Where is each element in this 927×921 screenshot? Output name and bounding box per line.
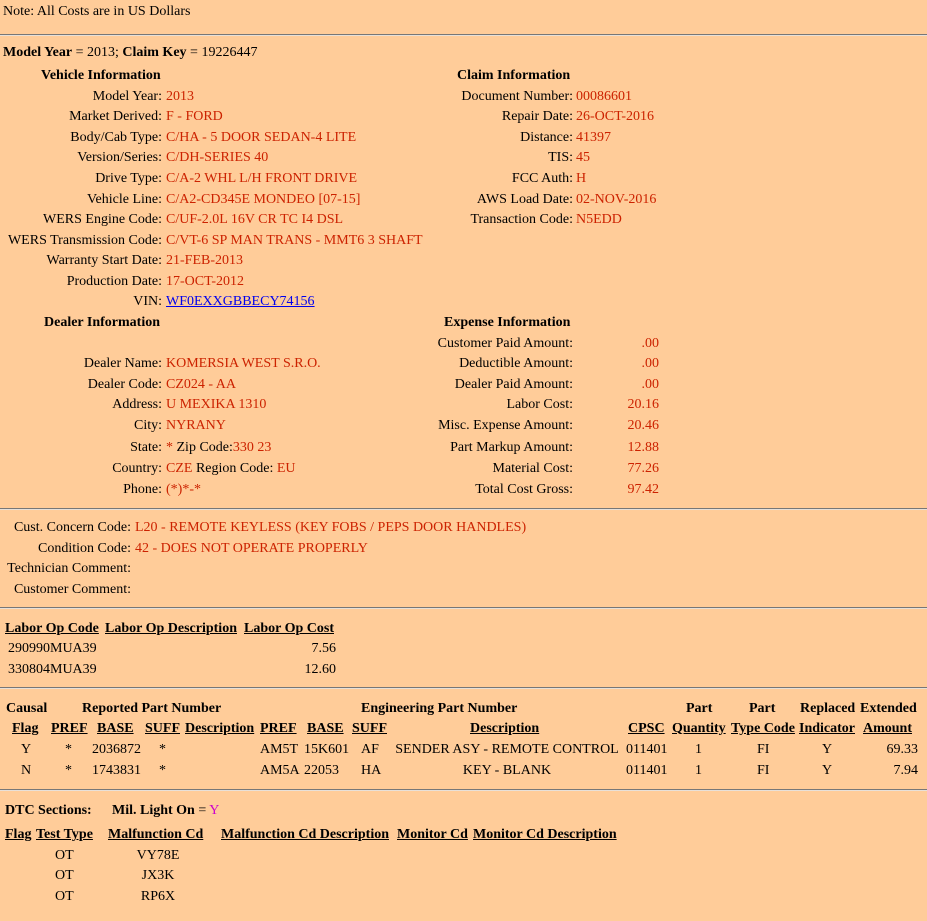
condition-code-label: Condition Code: [38,541,131,556]
parts-cell-reported-suff: * [159,742,166,757]
labor-header-cost: Labor Op Cost [244,621,334,636]
vehicle-field-label: Production Date: [66,274,162,289]
divider [0,34,927,36]
parts-group-part-type: Part [749,701,776,716]
claim-field-value: 26-OCT-2016 [576,109,655,124]
parts-cell-reported-base: 1743831 [92,763,141,778]
claim-key-label: Claim Key [122,45,187,60]
parts-group-part-qty: Part [686,701,713,716]
phone-value: (*)*-* [166,482,201,497]
parts-cell-quantity: 1 [695,742,702,757]
dealer-code-label: Dealer Code: [87,377,162,392]
mil-light-value: Y [209,803,220,818]
cust-concern-label: Cust. Concern Code: [13,520,131,535]
city-label: City: [133,418,162,433]
vehicle-field-value: C/DH-SERIES 40 [166,150,269,165]
vehicle-field-value: C/HA - 5 DOOR SEDAN-4 LITE [166,130,357,145]
vehicle-field-value: F - FORD [166,109,223,124]
parts-header-eng-pref: PREF [260,721,297,736]
labor-code: 290990MUA39 [8,641,97,656]
claim-field-value: 02-NOV-2016 [576,192,657,207]
country-value: CZE [166,461,193,476]
vehicle-field-value: 17-OCT-2012 [166,274,245,289]
claim-field-value: 41397 [576,130,611,145]
parts-cell-reported-suff: * [159,763,166,778]
parts-group-reported: Reported Part Number [82,701,222,716]
claim-field-label: Document Number: [461,89,573,104]
vin-label: VIN: [133,294,162,309]
parts-cell-eng-suff: AF [361,742,379,757]
parts-cell-eng-pref: AM5T [260,742,299,757]
parts-cell-cpsc: 011401 [626,763,668,778]
expense-field-value: .00 [641,336,659,351]
expense-field-value: 20.46 [627,418,659,433]
vehicle-field-value: 21-FEB-2013 [166,253,243,268]
parts-header-eng-desc: Description [470,721,540,736]
vehicle-field-label: Model Year: [92,89,162,104]
dealer-name-value: KOMERSIA WEST S.R.O. [166,356,321,371]
claim-field-value: H [576,171,587,186]
labor-cost: 7.56 [311,641,336,656]
vehicle-field-label: Body/Cab Type: [70,130,162,145]
parts-cell-reported-pref: * [65,763,72,778]
divider [0,687,927,689]
dtc-header-test-type: Test Type [36,827,93,842]
dtc-header-malfunction-cd: Malfunction Cd [108,827,204,842]
dtc-test-type: OT [55,848,74,863]
expense-field-value: 97.42 [627,482,659,497]
vehicle-field-label: Drive Type: [95,171,162,186]
parts-group-causal: Causal [6,701,48,716]
parts-cell-flag: Y [21,742,32,757]
expense-field-value: 12.88 [627,440,659,455]
claim-key-value: 19226447 [201,45,258,60]
model-year-value: 2013 [86,45,115,60]
address-value: U MEXIKA 1310 [166,397,267,412]
claim-info-heading: Claim Information [457,68,571,83]
claim-field-label: AWS Load Date: [476,192,573,207]
region-label: Region Code: [195,461,274,476]
dealer-code-value: CZ024 - AA [166,377,236,392]
parts-header-eng-base: BASE [307,721,344,736]
phone-label: Phone: [123,482,162,497]
parts-header-reported-suff: SUFF [145,721,180,736]
parts-cell-reported-base: 2036872 [92,742,141,757]
vehicle-info-heading: Vehicle Information [41,68,161,83]
claim-field-label: Repair Date: [501,109,573,124]
labor-header-code: Labor Op Code [5,621,99,636]
state-label: State: [130,440,162,455]
zip-value: 330 23 [232,440,272,455]
vehicle-field-label: WERS Transmission Code: [7,233,162,248]
claim-field-label: Distance: [520,130,573,145]
parts-header-quantity: Quantity [672,721,726,736]
cust-concern-value: L20 - REMOTE KEYLESS (KEY FOBS / PEPS DOOR HANDLES) [135,520,527,535]
vehicle-field-label: WERS Engine Code: [43,212,162,227]
state-value: * [166,440,173,455]
parts-header-reported-desc: Description [185,721,255,736]
expense-field-value: .00 [641,377,659,392]
parts-header-eng-suff: SUFF [352,721,387,736]
parts-cell-quantity: 1 [695,763,702,778]
expense-field-label: Misc. Expense Amount: [438,418,573,433]
labor-code: 330804MUA39 [8,662,97,677]
parts-header-reported-base: BASE [97,721,134,736]
expense-field-value: .00 [641,356,659,371]
parts-group-replaced: Replaced [800,701,856,716]
vehicle-field-value: C/A-2 WHL L/H FRONT DRIVE [166,171,358,186]
expense-field-label: Part Markup Amount: [450,440,573,455]
parts-cell-eng-pref: AM5A [260,763,300,778]
parts-cell-eng-desc: KEY - BLANK [462,763,552,778]
parts-cell-cpsc: 011401 [626,742,668,757]
region-value: EU [276,461,296,476]
dtc-sections-label: DTC Sections: [5,803,92,818]
condition-code-value: 42 - DOES NOT OPERATE PROPERLY [135,541,368,556]
expense-field-value: 77.26 [627,461,659,476]
parts-header-indicator: Indicator [799,721,855,736]
claim-field-label: Transaction Code: [470,212,573,227]
divider [0,789,927,791]
dtc-test-type: OT [55,868,74,883]
parts-cell-amount: 7.94 [893,763,918,778]
parts-cell-eng-suff: HA [361,763,382,778]
labor-cost: 12.60 [304,662,336,677]
parts-cell-eng-desc: SENDER ASY - REMOTE CONTROL [395,742,619,757]
technician-comment-label: Technician Comment: [7,561,131,576]
parts-header-cpsc: CPSC [628,721,665,736]
claim-field-value: 00086601 [576,89,632,104]
customer-comment-label: Customer Comment: [13,582,131,597]
parts-group-extended: Extended [860,701,917,716]
vehicle-field-label: Warranty Start Date: [46,253,162,268]
dtc-malfunction-cd: JX3K [141,868,175,883]
expense-field-label: Total Cost Gross: [475,482,573,497]
parts-cell-amount: 69.33 [886,742,918,757]
zip-label: Zip Code: [176,440,233,455]
vehicle-field-label: Version/Series: [77,150,162,165]
dtc-header-monitor-cd: Monitor Cd [397,827,468,842]
expense-field-value: 20.16 [627,397,659,412]
vehicle-field-value: C/A2-CD345E MONDEO [07-15] [166,192,361,207]
parts-cell-type-code: FI [757,763,770,778]
parts-cell-flag: N [21,763,32,778]
dealer-name-label: Dealer Name: [83,356,162,371]
dtc-header-malfunction-desc: Malfunction Cd Description [221,827,389,842]
parts-cell-type-code: FI [757,742,770,757]
dealer-info-heading: Dealer Information [44,315,160,330]
country-region-line [166,461,296,477]
dtc-malfunction-cd: RP6X [140,889,176,904]
model-year-label: Model Year [3,45,73,60]
vehicle-field-label: Market Derived: [69,109,162,124]
claim-field-label: TIS: [548,150,573,165]
expense-info-heading: Expense Information [444,315,571,330]
parts-header-type-code: Type Code [731,721,795,736]
parts-cell-eng-base: 15K601 [304,742,350,757]
parts-cell-reported-pref: * [65,742,72,757]
claim-field-value: 45 [576,150,590,165]
dtc-header-flag: Flag [5,827,32,842]
parts-cell-eng-base: 22053 [304,763,339,778]
expense-field-label: Dealer Paid Amount: [454,377,573,392]
country-label: Country: [112,461,162,476]
expense-field-label: Labor Cost: [506,397,573,412]
parts-header-flag: Flag [12,721,39,736]
vehicle-field-label: Vehicle Line: [86,192,162,207]
vehicle-field-value: C/UF-2.0L 16V CR TC I4 DSL [166,212,344,227]
claim-field-label: FCC Auth: [511,171,573,186]
dtc-test-type: OT [55,889,74,904]
mil-light-eq: = [198,803,207,818]
city-value: NYRANY [166,418,226,433]
claim-header: Model Year = 2013; Claim Key = 19226447 [3,45,258,60]
address-label: Address: [112,397,162,412]
parts-group-engineering: Engineering Part Number [361,701,518,716]
expense-field-label: Material Cost: [492,461,573,476]
dtc-header-monitor-desc: Monitor Cd Description [473,827,617,842]
cost-note: Note: All Costs are in US Dollars [3,4,191,19]
parts-cell-indicator: Y [822,763,833,778]
expense-field-label: Customer Paid Amount: [437,336,573,351]
dtc-malfunction-cd: VY78E [136,848,180,863]
vehicle-field-value: 2013 [166,89,194,104]
vin-link[interactable]: WF0EXXGBBECY74156 [166,294,315,309]
parts-header-amount: Amount [863,721,913,736]
parts-header-reported-pref: PREF [51,721,88,736]
claim-field-value: N5EDD [576,212,622,227]
expense-field-label: Deductible Amount: [459,356,573,371]
parts-cell-indicator: Y [822,742,833,757]
mil-light-label: Mil. Light On [112,803,195,818]
divider [0,508,927,510]
vehicle-field-value: C/VT-6 SP MAN TRANS - MMT6 3 SHAFT [166,233,423,248]
labor-header-desc: Labor Op Description [105,621,237,636]
mil-light-line [112,803,219,819]
state-zip-line [166,440,271,456]
divider [0,607,927,609]
